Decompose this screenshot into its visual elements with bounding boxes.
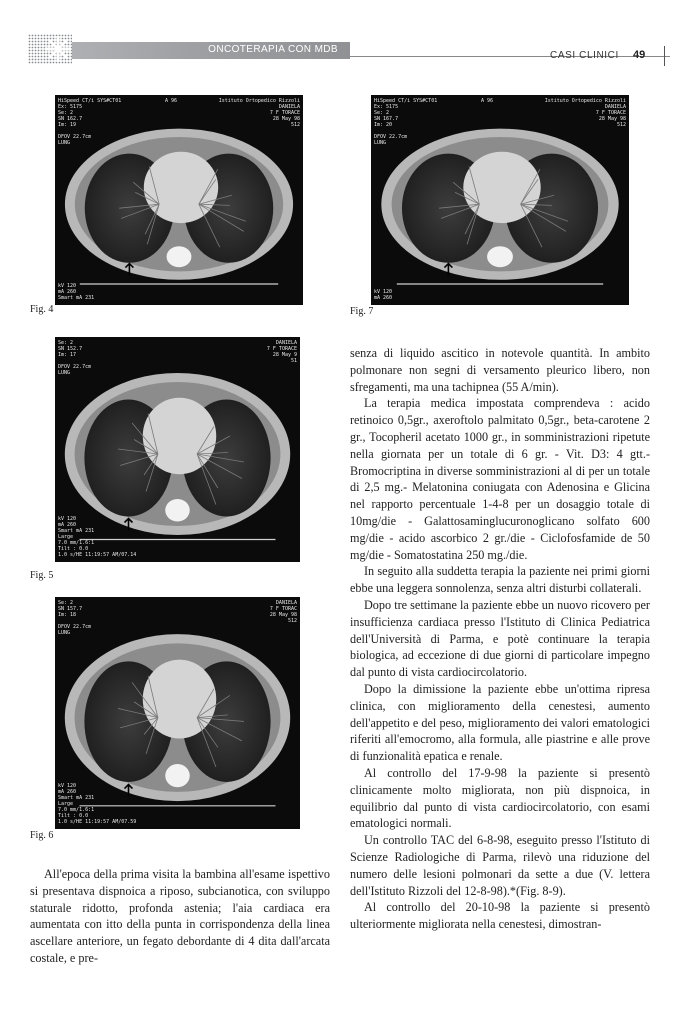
scan-meta-bottom: kV 120 mA 260 Smart mA 231 Large 7.0 mm/1.6:1 Tilt : 0.0 1.0 s/HE 11:19:57 AM/07.14: [58, 516, 137, 558]
header-title: ONCOTERAPIA CON MDB: [208, 44, 338, 55]
scan-meta-bottom: kV 120 mA 260 Smart mA 231: [58, 283, 95, 301]
paragraph: Un controllo TAC del 6-8-98, eseguito presso l'Istituto di Scienze Radiologiche di Parma, rilevò una riduzione del numero delle lesioni polmonari da sette a due (V. lettera dell'Istituto Rizzoli del 12-8-98).*(Fig. 8-9).: [350, 833, 650, 898]
figure-label: Fig. 5: [30, 570, 54, 581]
scan-meta-top: A 96: [165, 98, 178, 104]
header-rule: [350, 56, 670, 57]
ct-scan-fig5: [55, 337, 300, 562]
vertebra: [165, 499, 190, 522]
scan-meta-bottom: kV 120 mA 260: [374, 289, 393, 301]
header-tick: [664, 46, 665, 66]
figure-label: Fig. 6: [30, 830, 54, 841]
paragraph: Al controllo del 17-9-98 la paziente si presentò clinicamente molto migliorata, non più dispnoica, in equilibrio dal punto di vista cardiocircolatorio, con esami ematologici normali.: [350, 765, 650, 831]
paragraph: Dopo la dimissione la paziente ebbe un'ottima ripresa clinica, con miglioramento della cenestesi, aumento dell'appetito e del peso, miglioramento dei valori ematologici riferiti all'emocromo, alla formula, alle piastrine e alle prove di funzionalità epatica e renale.: [350, 681, 650, 764]
vertebra: [167, 246, 192, 267]
scan-meta-top: A 96: [481, 98, 494, 104]
paragraph: Al controllo del 20-10-98 la paziente si presentò ulteriormente migliorata nella cenestesi, dimostran-: [350, 900, 650, 932]
scan-meta-right: Istituto Ortopedico Rizzoli DANIELA 7 F TORACE 28 May 98 512: [218, 98, 300, 128]
journal-logo-icon: [28, 34, 72, 64]
figure-label: Fig. 7: [350, 306, 374, 317]
paragraph: In seguito alla suddetta terapia la paziente nei primi giorni ebbe una leggera sonnolenza, senza altri disturbi collaterali.: [350, 564, 650, 596]
scan-meta-right: Istituto Ortopedico Rizzoli DANIELA 7 F TORACE 28 May 98 512: [544, 98, 626, 128]
paragraph: senza di liquido ascitico in notevole quantità. In ambito polmonare non segni di versamento pleurico libero, non sfregamenti, ma una tachipnea (55 A/min).: [350, 346, 650, 394]
scan-meta-left: HiSpeed CT/i SYS#CT01 Ex: 5175 Se: 2 SN 167.7 Im: 20 DFOV 22.7cm LUNG: [374, 98, 438, 146]
scan-meta-left: Se: 2 SN 152.7 Im: 17 DFOV 22.7cm LUNG: [58, 340, 92, 376]
header-band: [72, 42, 350, 59]
paragraph: La terapia medica impostata comprendeva : acido retinoico 0,5gr., axeroftolo palmitato 0,5gr., beta-carotene 2 gr., Tocopheril acetato 1000 gr., in somministrazioni ripetute nella giornata per un totale di 6 gr. - Vit. D3: 4 gtt.- Bromocriptina in diverse somministrazioni al di per un totale di 2,5 mg.- Melatonina coniugata con Adenosina e Glicina nel rapporto percentuale 1-4-8 per un dosaggio totale di 10mg/die - Galattosaminglucuronoglicano solfato 600 mg/die - acido ascorbico 2 gr./die - Ciclofosfamide de 50 mg/die - Somatostatina 250 mg./die.: [350, 396, 650, 562]
figure-label: Fig. 4: [30, 304, 54, 315]
page-header: [0, 28, 681, 68]
paragraph: All'epoca della prima visita la bambina all'esame ispettivo si presentava dispnoica a riposo, subcianotica, con sviluppo staturale ridotto, profonda astenia; l'aia cardiaca era aumentata con itto della punta in corrispondenza della linea ascellare anteriore, un fegato debordante di 4 dita dall'arcata costale, e pre-: [30, 867, 330, 965]
scan-meta-bottom: kV 120 mA 260 Smart mA 231 Large 7.0 mm/1.6:1 Tilt : 0.0 1.0 s/HE 11:19:57 AM/07.59: [58, 783, 137, 825]
vertebra: [165, 764, 190, 787]
scan-meta-right: DANIELA 7 F TORACE 28 May 9 51: [266, 340, 297, 364]
section-title: CASI CLINICI: [550, 50, 619, 61]
scan-meta-left: Se: 2 SN 157.7 Im: 18 DFOV 22.7cm LUNG: [58, 600, 92, 636]
ct-scan-fig4: [55, 95, 303, 305]
scan-meta-left: HiSpeed CT/i SYS#CT01 Ex: 5175 Se: 2 SN 162.7 Im: 19 DFOV 22.7cm LUNG: [58, 98, 122, 146]
left-column-text: [30, 866, 330, 967]
right-column-text: [350, 345, 650, 933]
page-number: 49: [633, 49, 646, 61]
paragraph: Dopo tre settimane la paziente ebbe un nuovo ricovero per insufficienza cardiaca presso l'Istituto di Clinica Pediatrica dell'Università di Parma, e potè continuare la terapia biologica, ad eccezione di due giorni di particolare impegno dal punto di vista cardiocircolatorio.: [350, 597, 650, 680]
scan-meta-right: DANIELA 7 F TORAC 28 May 98 512: [269, 600, 297, 624]
vertebra: [487, 246, 513, 267]
ct-scan-fig7: [371, 95, 629, 305]
ct-scan-fig6: [55, 597, 300, 829]
